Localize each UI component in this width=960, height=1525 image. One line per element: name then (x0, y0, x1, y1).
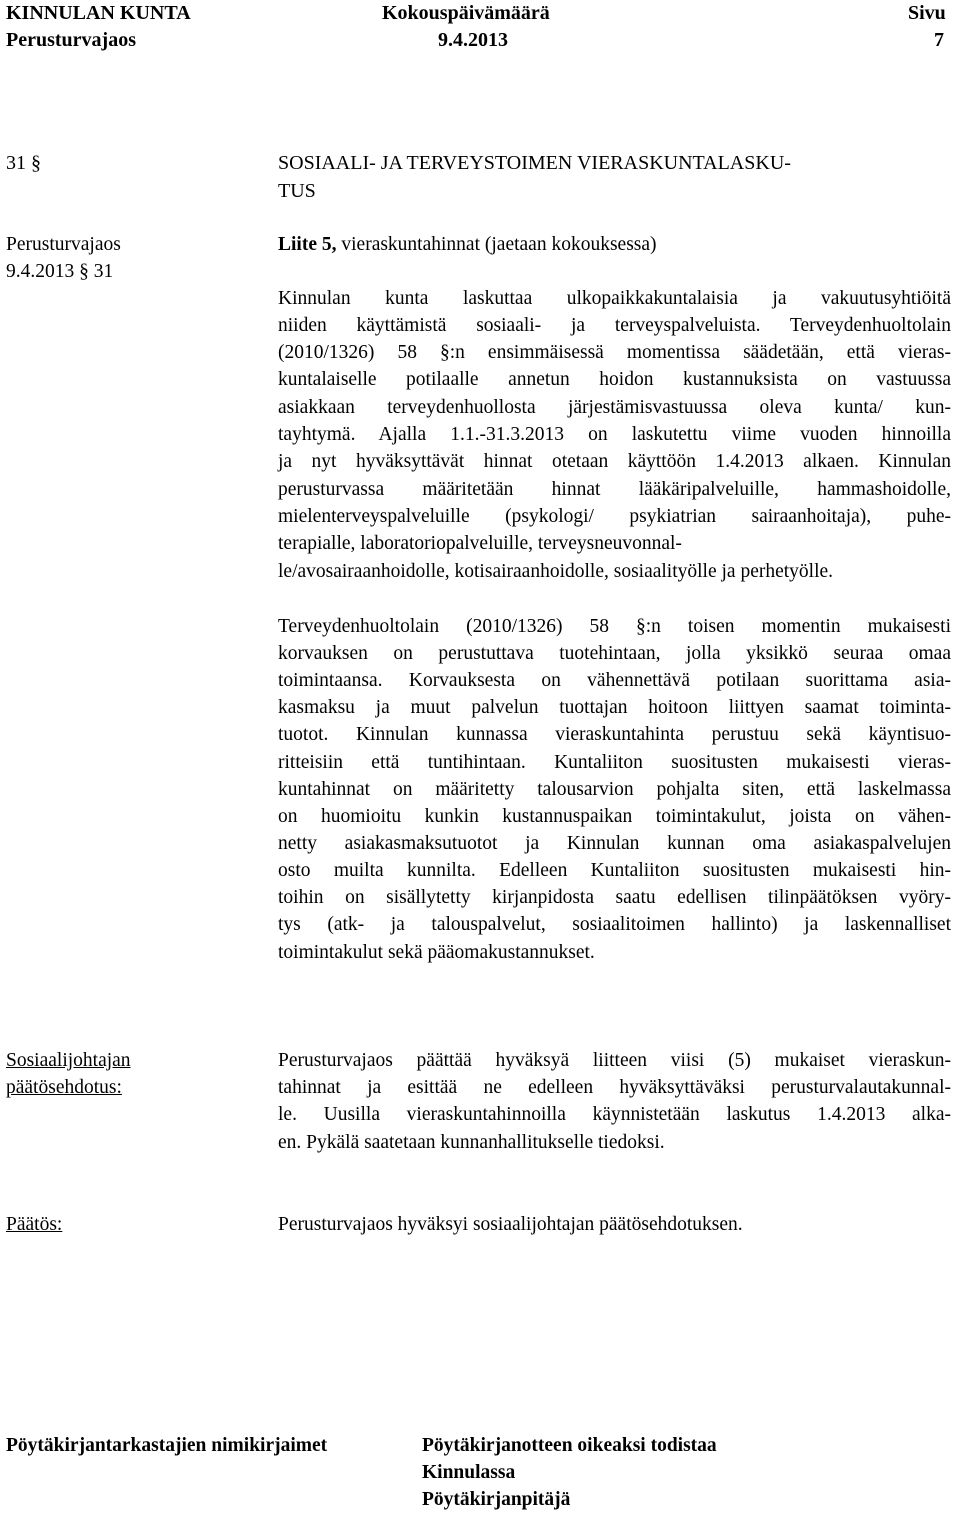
para2-line: toihin on sisällytetty kirjanpidosta saatu edellisen tilinpäätöksen vyöry- (278, 887, 951, 908)
proposal-line: Perusturvajaos päättää hyväksyä liitteen viisi (5) mukaiset vieraskun- (278, 1050, 951, 1071)
footer-inspectors: Pöytäkirjantarkastajien nimikirjaimet (6, 1435, 328, 1456)
attachment-line (278, 234, 657, 256)
para1-line: (2010/1326) 58 §:n ensimmäisessä momentissa säädetään, että vieras- (278, 342, 951, 363)
footer-place: Kinnulassa (422, 1462, 516, 1483)
proposal-line: en. Pykälä saatetaan kunnanhallitukselle tiedoksi. (278, 1132, 665, 1153)
para2-line: kuntahinnat on määritetty talousarvion pohjalta siten, että laskelmassa (278, 779, 951, 800)
reference-line1: Perusturvajaos (6, 234, 121, 255)
para1-line: Kinnulan kunta laskuttaa ulkopaikkakuntalaisia ja vakuutusyhtiöitä (278, 288, 951, 309)
page-number: 7 (934, 29, 944, 51)
doc-header (0, 0, 960, 60)
department-name: Perusturvajaos (6, 29, 136, 51)
para2-line: kasmaksu ja muut palvelun tuottajan hoitoon liittyen saamat toiminta- (278, 697, 951, 718)
proposal-label-line1: Sosiaalijohtajan (6, 1050, 131, 1071)
para1-line: le/avosairaanhoidolle, kotisairaanhoidolle, sosiaalityölle ja perhetyölle. (278, 561, 834, 582)
para2-line: Terveydenhuoltolain (2010/1326) 58 §:n toisen momentin mukaisesti (278, 616, 951, 637)
para2-line: on huomioitu kunkin kustannuspaikan toimintakulut, joista on vähen- (278, 806, 951, 827)
para2-line: ritteisiin että tuntihintaan. Kuntaliiton suositusten mukaisesti vieras- (278, 752, 951, 773)
para1-line: kuntalaiselle potilaalle annetun hoidon kustannuksista on vastuussa (278, 369, 951, 390)
para1-line: ja nyt hyväksyttävät hinnat otetaan käyttöön 1.4.2013 alkaen. Kinnulan (278, 451, 951, 472)
page-label: Sivu (908, 2, 946, 24)
attachment-label: Liite 5, (278, 234, 337, 255)
decision-text: Perusturvajaos hyväksyi sosiaalijohtajan päätösehdotuksen. (278, 1214, 743, 1235)
para2-line: netty asiakasmaksutuotot ja Kinnulan kunnan oma asiakaspalvelujen (278, 833, 951, 854)
proposal-label-line2: päätösehdotus: (6, 1077, 122, 1098)
reference-line2: 9.4.2013 § 31 (6, 261, 114, 282)
doc-footer (0, 1435, 960, 1525)
para1-line: niiden käyttämistä sosiaali- ja terveyspalveluista. Terveydenhuoltolain (278, 315, 951, 336)
footer-certify: Pöytäkirjanotteen oikeaksi todistaa (422, 1435, 717, 1456)
item-title-line2: TUS (278, 180, 316, 202)
decision-label: Päätös: (6, 1214, 63, 1235)
para2-line: osto muilta kunnilta. Edelleen Kuntaliiton suositusten mukaisesti hin- (278, 860, 951, 881)
para1-line: tayhtymä. Ajalla 1.1.-31.3.2013 on laskutettu viime vuoden hinnoilla (278, 424, 951, 445)
para1-line: perusturvassa määritetään hinnat lääkäripalveluille, hammashoidolle, (278, 479, 951, 500)
para2-line: tys (atk- ja talouspalvelut, sosiaalitoimen hallinto) ja laskennalliset (278, 914, 951, 935)
proposal-line: tahinnat ja esittää ne edelleen hyväksyttäväksi perusturvalautakunnal- (278, 1077, 951, 1098)
item-number: 31 § (6, 152, 41, 174)
para2-line: korvauksen on perustuttava tuotehintaan, jolla yksikkö seuraa omaa (278, 643, 951, 664)
date-label: Kokouspäivämäärä (382, 2, 550, 24)
para2-line: toimintaansa. Korvauksesta on vähennettävä potilaan suorittama asia- (278, 670, 951, 691)
org-name: KINNULAN KUNTA (6, 2, 191, 24)
item-title-line1: SOSIAALI- JA TERVEYSTOIMEN VIERASKUNTALASKU- (278, 152, 791, 174)
para1-line: asiakkaan terveydenhuollosta järjestämisvastuussa oleva kunta/ kun- (278, 397, 951, 418)
para2-line: toimintakulut sekä pääomakustannukset. (278, 942, 595, 963)
para2-line: tuotot. Kinnulan kunnassa vieraskuntahinta perustuu sekä käyntisuo- (278, 724, 951, 745)
para1-line: mielenterveyspalveluille (psykologi/ psykiatrian sairaanhoitaja), puhe- (278, 506, 951, 527)
attachment-text: vieraskuntahinnat (jaetaan kokouksessa) (336, 234, 657, 255)
meeting-date: 9.4.2013 (438, 29, 508, 51)
footer-secretary: Pöytäkirjanpitäjä (422, 1489, 571, 1510)
para1-line: terapialle, laboratoriopalveluille, terveysneuvonnal- (278, 533, 682, 554)
proposal-line: le. Uusilla vieraskuntahinnoilla käynnistetään laskutus 1.4.2013 alka- (278, 1104, 951, 1125)
